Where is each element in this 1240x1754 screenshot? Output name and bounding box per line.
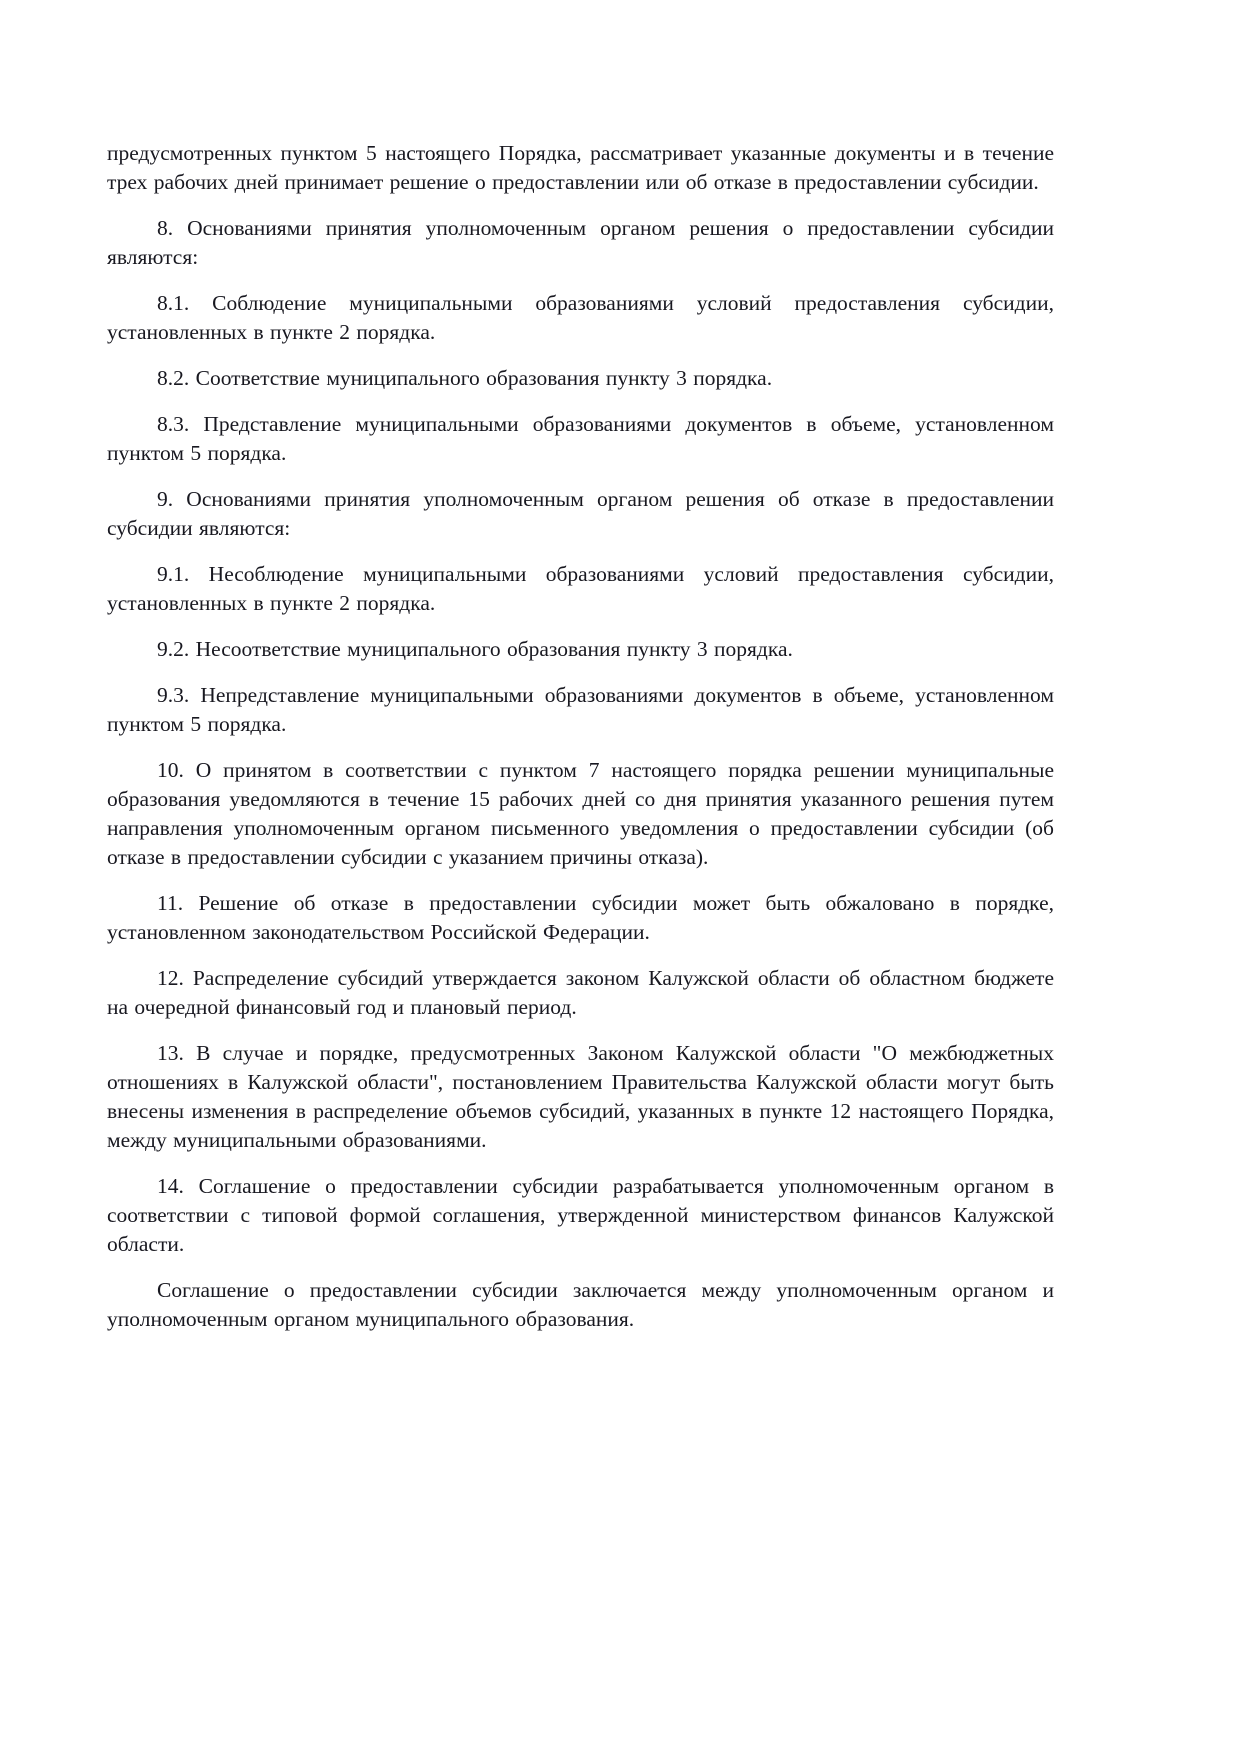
- paragraph: Соглашение о предоставлении субсидии заключается между уполномоченным органом и уполномоченным органом муниципального образования.: [107, 1278, 1054, 1331]
- paragraph: предусмотренных пунктом 5 настоящего Порядка, рассматривает указанные документы и в течение трех рабочих дней принимает решение о предоставлении или об отказе в предоставлении субсидии.: [107, 141, 1054, 194]
- paragraph: 8.2. Соответствие муниципального образования пункту 3 порядка.: [157, 366, 773, 390]
- paragraph: 10. О принятом в соответствии с пунктом 7 настоящего порядка решении муниципальные образования уведомляются в течение 15 рабочих дней со дня принятия указанного решения путем направления уполномоченным органом письменного уведомления о предоставлении субсидии (об отказе в предоставлении субсидии с указанием причины отказа).: [107, 758, 1054, 869]
- paragraph: 9.2. Несоответствие муниципального образования пункту 3 порядка.: [157, 637, 793, 661]
- paragraph: 9.3. Непредставление муниципальными образованиями документов в объеме, установленном пунктом 5 порядка.: [107, 683, 1054, 736]
- paragraph: 14. Соглашение о предоставлении субсидии разрабатывается уполномоченным органом в соответствии с типовой формой соглашения, утвержденной министерством финансов Калужской области.: [107, 1174, 1054, 1256]
- paragraph: 8.1. Соблюдение муниципальными образованиями условий предоставления субсидии, установленных в пункте 2 порядка.: [107, 291, 1054, 344]
- paragraph: 8. Основаниями принятия уполномоченным органом решения о предоставлении субсидии являются:: [107, 216, 1054, 269]
- paragraph: 12. Распределение субсидий утверждается законом Калужской области об областном бюджете на очередной финансовый год и плановый период.: [107, 966, 1054, 1019]
- paragraph: 9.1. Несоблюдение муниципальными образованиями условий предоставления субсидии, установленных в пункте 2 порядка.: [107, 562, 1054, 615]
- paragraph: 13. В случае и порядке, предусмотренных Законом Калужской области "О межбюджетных отношениях в Калужской области", постановлением Правительства Калужской области могут быть внесены изменения в распределение объемов субсидий, указанных в пункте 12 настоящего Порядка, между муниципальными образованиями.: [107, 1041, 1054, 1152]
- document-body: [107, 139, 1054, 1334]
- paragraph: 9. Основаниями принятия уполномоченным органом решения об отказе в предоставлении субсидии являются:: [107, 487, 1054, 540]
- paragraph: 8.3. Представление муниципальными образованиями документов в объеме, установленном пунктом 5 порядка.: [107, 412, 1054, 465]
- paragraph: 11. Решение об отказе в предоставлении субсидии может быть обжаловано в порядке, установленном законодательством Российской Федерации.: [107, 891, 1054, 944]
